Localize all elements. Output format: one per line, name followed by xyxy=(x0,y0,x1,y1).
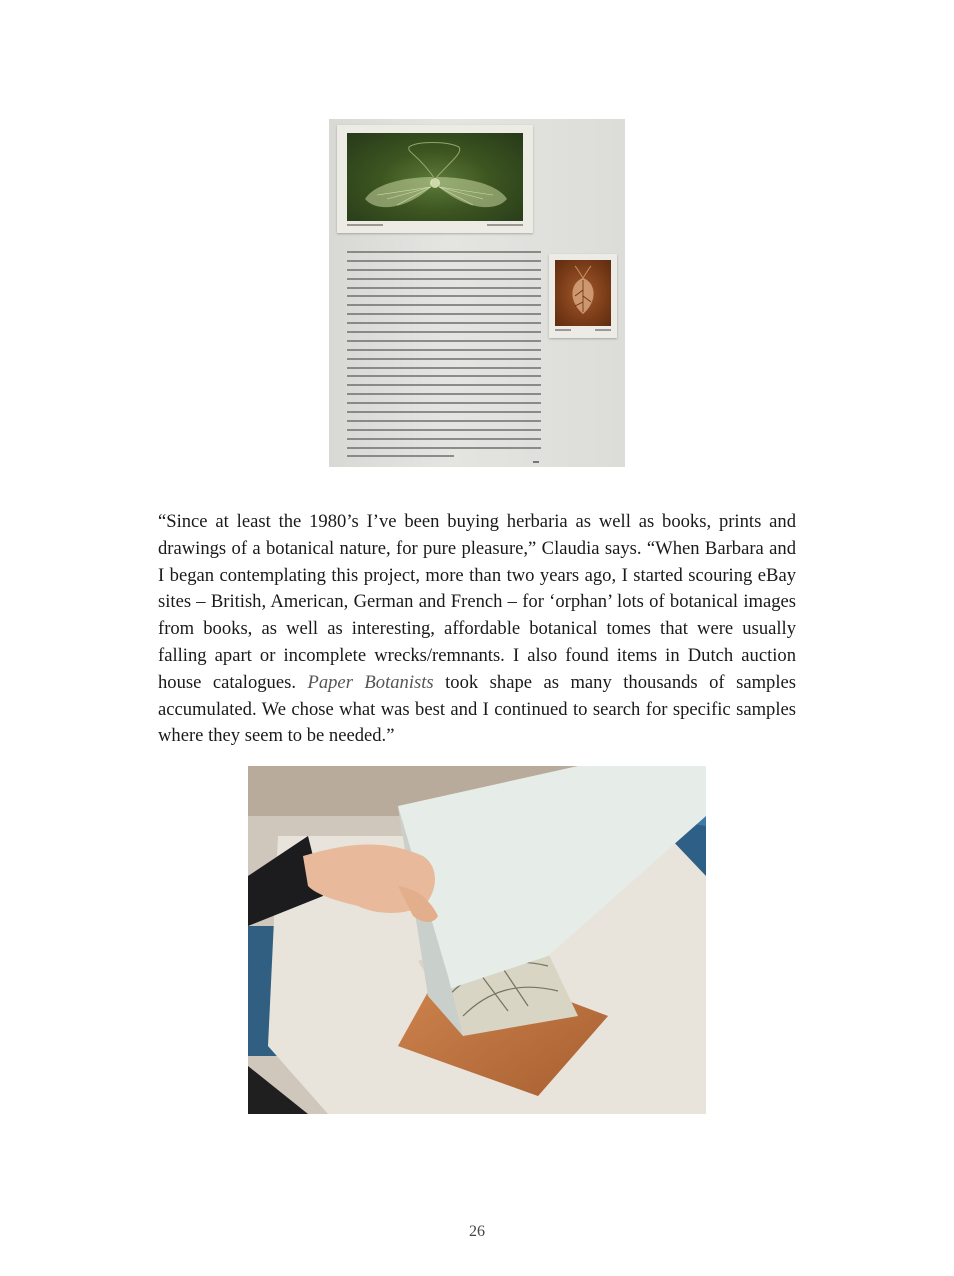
book-body-text xyxy=(347,251,541,456)
quote-text-part1: “Since at least the 1980’s I’ve been buying herbaria as well as books, prints and drawings of a botanical nature, for pure pleasure,” Claudia says. “When Barbara and I began contemplating this project, more than two years ago, I started scouring eBay sites – British, American, German and French – for ‘orphan’ lots of botanical images from books, as well as interesting, affordable botanical tomes that were usually falling apart or incomplete wrecks/remnants. I also found items in Dutch auction house catalogues. xyxy=(158,511,796,693)
seed-pod-print xyxy=(549,254,617,338)
book-page-number xyxy=(533,461,539,463)
book-spread-photo xyxy=(329,119,625,467)
quote-paragraph xyxy=(158,509,796,750)
book-title: Paper Botanists xyxy=(307,671,434,693)
page-number: 26 xyxy=(469,1223,485,1240)
quote-text-part2: took shape as many thousands of samples accumulated. We chose what was best and I continued to search for specific samples where they seem to be needed.” xyxy=(158,671,797,747)
maple-seed-print xyxy=(337,125,533,233)
etching-press-photo xyxy=(248,766,706,1114)
